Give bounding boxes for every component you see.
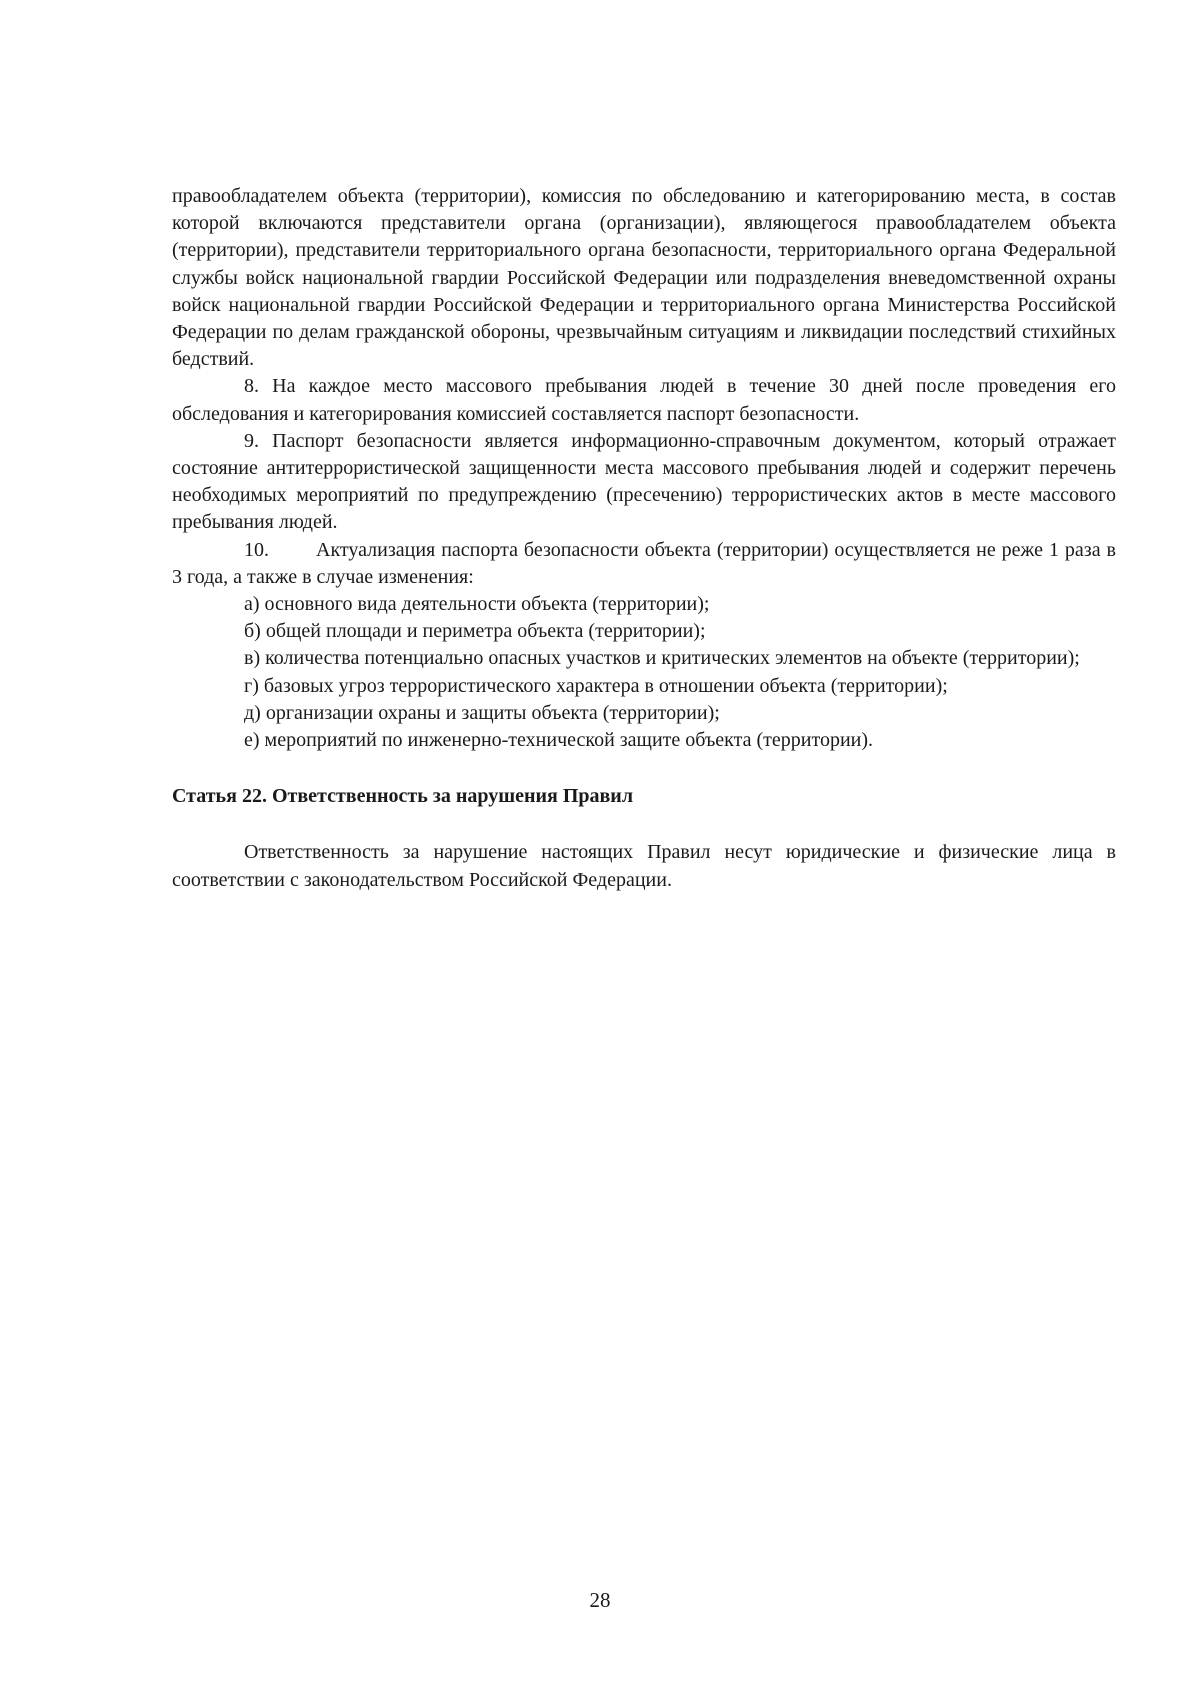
list-item: а) основного вида деятельности объекта (территории);: [244, 593, 710, 616]
paragraph-commission: правообладателем объекта (территории), комиссия по обследованию и категорированию места, в состав которой включаются представители органа (организации), являющегося правообладателем объекта (территории), представители территориального органа безопасности, территориального органа Федеральной службы войск национальной гвардии Российской Федерации или подразделения вневедомственной охраны войск национальной гвардии Российской Федерации и территориального органа Министерства Российской Федерации по делам гражданской обороны, чрезвычайным ситуациям и ликвидации последствий стихийных бедствий.: [172, 185, 1116, 371]
list-item: е) мероприятий по инженерно-технической защите объекта (территории).: [244, 729, 874, 752]
article-heading: Статья 22. Ответственность за нарушения Правил: [172, 785, 634, 808]
article-text: Ответственность за нарушение настоящих Правил несут юридические и физические лица в соответствии с законодательством Российской Федерации.: [172, 841, 1116, 891]
paragraph-item-8: 8. На каждое место массового пребывания людей в течение 30 дней после проведения его обследования и категорирования комиссией составляется паспорт безопасности.: [172, 375, 1116, 425]
item-10-text: Актуализация паспорта безопасности объекта (территории) осуществляется не реже 1 раза в 3 года, а также в случае изменения:: [172, 538, 1116, 588]
item-10-number: 10.: [244, 538, 269, 561]
list-item: в) количества потенциально опасных участков и критических элементов на объекте (территории);: [244, 647, 1080, 670]
page-number: 28: [589, 1588, 611, 1612]
paragraph-item-10: [172, 537, 1116, 591]
page-body: [172, 183, 1116, 894]
list-item: д) организации охраны и защиты объекта (территории);: [244, 701, 720, 724]
list-item: б) общей площади и периметра объекта (территории);: [244, 620, 706, 643]
paragraph-item-9: 9. Паспорт безопасности является информационно-справочным документом, который отражает состояние антитеррористической защищенности места массового пребывания людей и содержит перечень необходимых мероприятий по предупреждению (пресечению) террористических актов в месте массового пребывания людей.: [172, 429, 1116, 534]
list-item: г) базовых угроз террористического характера в отношении объекта (территории);: [244, 674, 948, 697]
